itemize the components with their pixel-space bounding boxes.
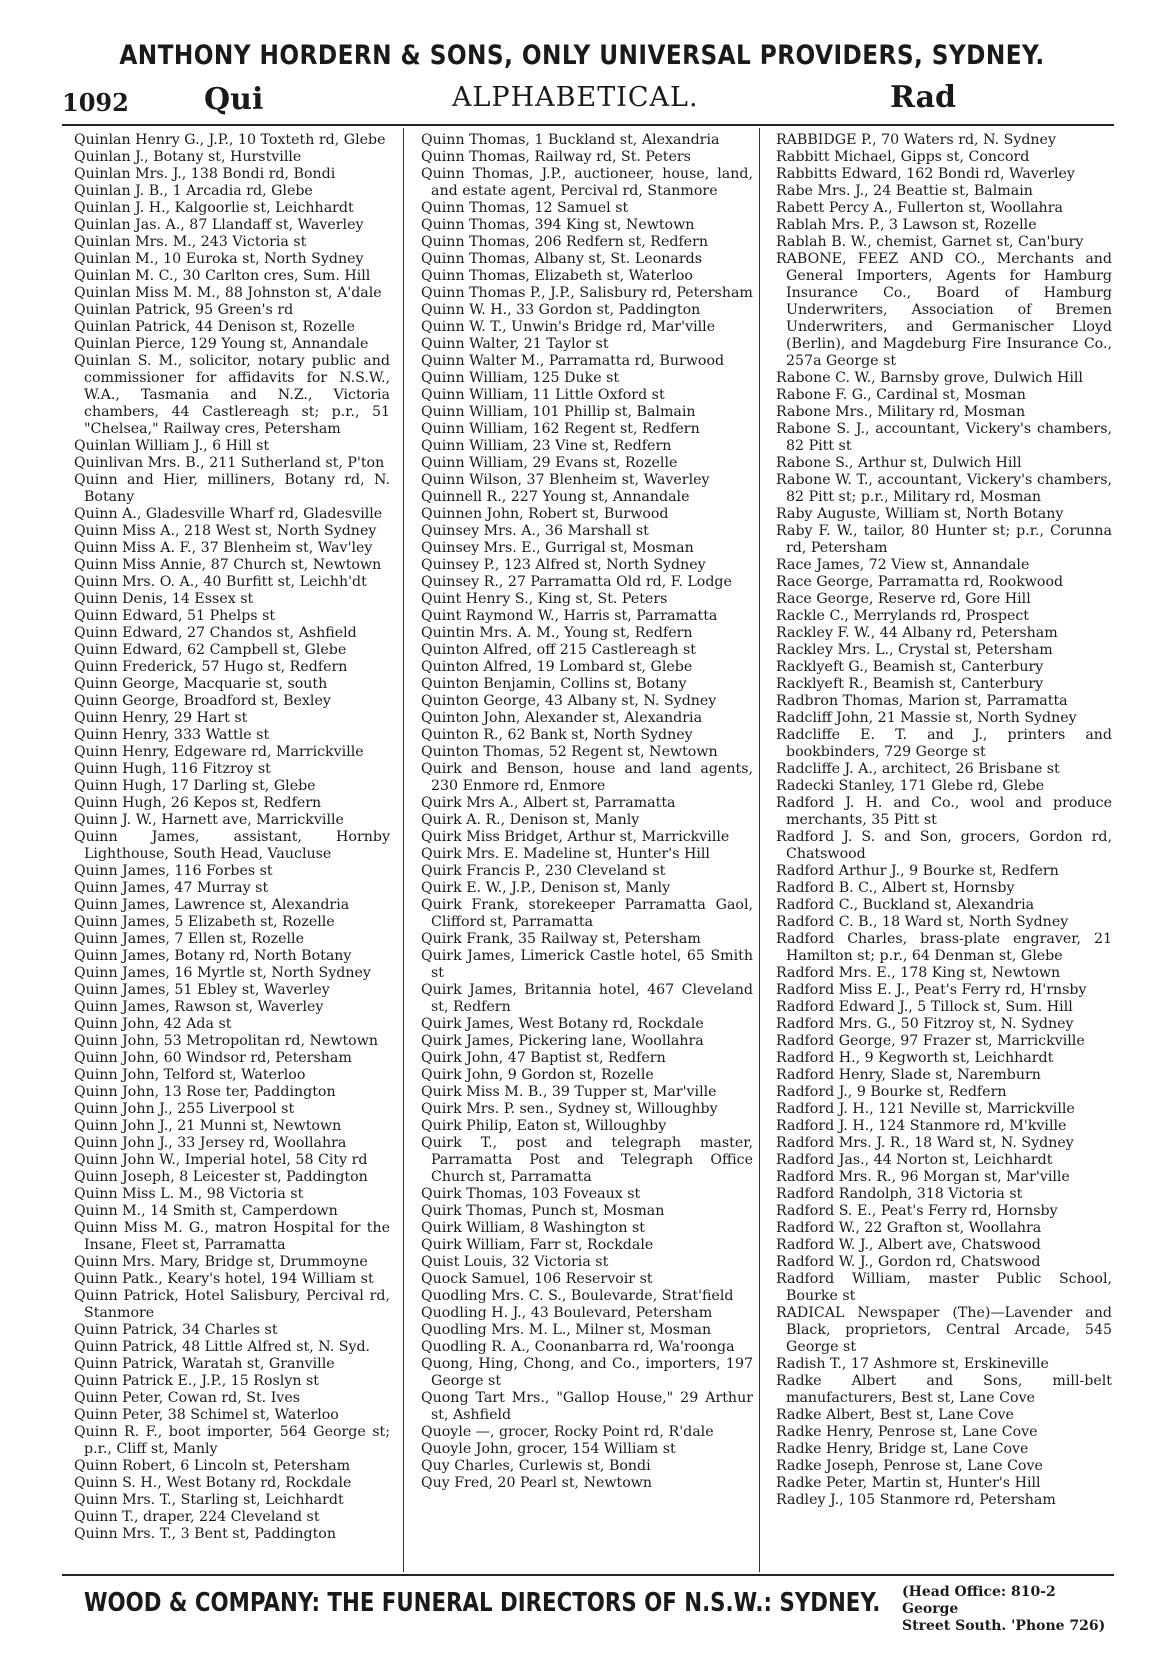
directory-entry: Quoyle John, grocer, 154 William st xyxy=(421,1441,676,1457)
directory-entry: Radford Jas., 44 Norton st, Leichhardt xyxy=(776,1152,1053,1168)
column-divider xyxy=(403,128,404,1572)
head-office-line: Street South. 'Phone 726) xyxy=(902,1618,1106,1634)
directory-entry: Quinsey Mrs. E., Gurrigal st, Mosman xyxy=(421,540,694,556)
directory-entry: Racklyeft R., Beamish st, Canterbury xyxy=(776,676,1044,692)
directory-entry: Radford Mrs. R., 96 Morgan st, Mar'ville xyxy=(776,1169,1070,1185)
directory-entry: Quinn Mrs. T., Starling st, Leichhardt xyxy=(74,1492,344,1508)
directory-entry: Radford Henry, Slade st, Naremburn xyxy=(776,1067,1041,1083)
directory-entry: Quirk Miss M. B., 39 Tupper st, Mar'ville xyxy=(421,1084,717,1100)
directory-entry: Quinn Denis, 14 Essex st xyxy=(74,591,254,607)
directory-entry: Quirk John, 47 Baptist st, Redfern xyxy=(421,1050,666,1066)
directory-entry: Quirk James, Limerick Castle hotel, 65 Smith st xyxy=(421,948,753,981)
directory-entry: Quinn Miss M. G., matron Hospital for the Insane, Fleet st, Parramatta xyxy=(74,1220,390,1253)
directory-entry: Quirk and Benson, house and land agents, 230 Enmore rd, Enmore xyxy=(421,761,753,794)
footer-advert: WOOD & COMPANY: THE FUNERAL DIRECTORS OF N.S.W.: SYDNEY. xyxy=(84,1588,881,1618)
directory-entry: Quirk T., post and telegraph master, Parramatta Post and Telegraph Office Church st, Parramatta xyxy=(421,1135,753,1185)
directory-entry: Race James, 72 View st, Annandale xyxy=(776,557,1030,573)
directory-entry: Quirk Francis P., 230 Cleveland st xyxy=(421,863,666,879)
directory-entry: Radford Miss E. J., Peat's Ferry rd, H'rnsby xyxy=(776,982,1087,998)
directory-entry: Quinn Peter, Cowan rd, St. Ives xyxy=(74,1390,301,1406)
directory-entry: Quinn Frederick, 57 Hugo st, Redfern xyxy=(74,659,348,675)
directory-entry: Racklyeft G., Beamish st, Canterbury xyxy=(776,659,1044,675)
directory-entry: Quinn Patrick E., J.P., 15 Roslyn st xyxy=(74,1373,319,1389)
directory-entry: Quong, Hing, Chong, and Co., importers, 197 George st xyxy=(421,1356,753,1389)
directory-entry: Radford C. B., 18 Ward st, North Sydney xyxy=(776,914,1069,930)
directory-entry: Radford J., 9 Bourke st, Redfern xyxy=(776,1084,1007,1100)
directory-entry: Quodling R. A., Coonanbarra rd, Wa'roonga xyxy=(421,1339,735,1355)
directory-column-2 xyxy=(411,132,753,1572)
directory-entry: Rablah Mrs. P., 3 Lawson st, Rozelle xyxy=(776,217,1037,233)
directory-entry: Radish T., 17 Ashmore st, Erskineville xyxy=(776,1356,1049,1372)
directory-entry: Quinn T., draper, 224 Cleveland st xyxy=(74,1509,320,1525)
directory-entry: Radecki Stanley, 171 Glebe rd, Glebe xyxy=(776,778,1045,794)
directory-entry: Quirk Frank, 35 Railway st, Petersham xyxy=(421,931,701,947)
directory-entry: Quinn Patrick, 34 Charles st xyxy=(74,1322,278,1338)
key-right: Rad xyxy=(890,80,957,115)
directory-entry: Rabe Mrs. J., 24 Beattie st, Balmain xyxy=(776,183,1033,199)
directory-entry: Quinn Thomas, 394 King st, Newtown xyxy=(421,217,695,233)
directory-entry: Radford S. E., Peat's Ferry rd, Hornsby xyxy=(776,1203,1058,1219)
directory-entry: Radford Mrs. G., 50 Fitzroy st, N. Sydney xyxy=(776,1016,1074,1032)
directory-entry: Quinn Patrick, Hotel Salisbury, Percival rd, Stanmore xyxy=(74,1288,390,1321)
directory-entry: Radford J. H., 124 Stanmore rd, M'kville xyxy=(776,1118,1067,1134)
directory-entry: Quinn Edward, 51 Phelps st xyxy=(74,608,276,624)
directory-entry: Quinn M., 14 Smith st, Camperdown xyxy=(74,1203,338,1219)
directory-entry: Quinn William, 11 Little Oxford st xyxy=(421,387,665,403)
directory-entry: Quinn Robert, 6 Lincoln st, Petersham xyxy=(74,1458,351,1474)
directory-entry: Quong Tart Mrs., "Gallop House," 29 Arthur st, Ashfield xyxy=(421,1390,753,1423)
directory-entry: Radford Charles, brass-plate engraver, 21 Hamilton st; p.r., 64 Denman st, Glebe xyxy=(776,931,1112,964)
directory-entry: Rackley Mrs. L., Crystal st, Petersham xyxy=(776,642,1053,658)
directory-entry: Quinnell R., 227 Young st, Annandale xyxy=(421,489,690,505)
directory-entry: Radford Arthur J., 9 Bourke st, Redfern xyxy=(776,863,1059,879)
directory-entry: Quinlan Mrs. J., 138 Bondi rd, Bondi xyxy=(74,166,336,182)
directory-entry: Radcliffe E. T. and J., printers and bookbinders, 729 George st xyxy=(776,727,1112,760)
directory-entry: Quinnen John, Robert st, Burwood xyxy=(421,506,669,522)
directory-entry: Radke Albert, Best st, Lane Cove xyxy=(776,1407,1014,1423)
directory-entry: Quinn Patrick, 48 Little Alfred st, N. Syd. xyxy=(74,1339,371,1355)
directory-entry: Rabett Percy A., Fullerton st, Woollahra xyxy=(776,200,1063,216)
directory-entry: Quinn Thomas, 1 Buckland st, Alexandria xyxy=(421,132,720,148)
directory-entry: Radford Randolph, 318 Victoria st xyxy=(776,1186,1023,1202)
directory-entry: Quinn William, 101 Phillip st, Balmain xyxy=(421,404,696,420)
directory-entry: Radford C., Buckland st, Alexandria xyxy=(776,897,1035,913)
directory-entry: Quinn Thomas P., J.P., Salisbury rd, Petersham xyxy=(421,285,753,301)
directory-entry: Radford J. S. and Son, grocers, Gordon rd, Chatswood xyxy=(776,829,1112,862)
directory-entry: Quinn Thomas, Albany st, St. Leonards xyxy=(421,251,702,267)
directory-entry: Quinlan J. H., Kalgoorlie st, Leichhardt xyxy=(74,200,354,216)
directory-entry: Quinsey P., 123 Alfred st, North Sydney xyxy=(421,557,706,573)
directory-entry: Radford H., 9 Kegworth st, Leichhardt xyxy=(776,1050,1054,1066)
directory-entry: Radke Albert and Sons, mill-belt manufacturers, Best st, Lane Cove xyxy=(776,1373,1112,1406)
directory-entry: Radcliff John, 21 Massie st, North Sydney xyxy=(776,710,1077,726)
directory-entry: Quinn George, Broadford st, Bexley xyxy=(74,693,331,709)
directory-entry: Radley J., 105 Stanmore rd, Petersham xyxy=(776,1492,1056,1508)
directory-entry: Quint Raymond W., Harris st, Parramatta xyxy=(421,608,718,624)
directory-entry: Radford Mrs. E., 178 King st, Newtown xyxy=(776,965,1061,981)
head-office-note xyxy=(902,1584,1112,1635)
directory-entry: Quinlan J., Botany st, Hurstville xyxy=(74,149,302,165)
directory-entry: Quinn Thomas, J.P., auctioneer, house, land, and estate agent, Percival rd, Stanmore xyxy=(421,166,753,199)
directory-entry: Quinlan J. B., 1 Arcadia rd, Glebe xyxy=(74,183,313,199)
directory-entry: Quinn William, 162 Regent st, Redfern xyxy=(421,421,700,437)
directory-entry: Quy Fred, 20 Pearl st, Newtown xyxy=(421,1475,653,1491)
directory-entry: Radke Henry, Penrose st, Lane Cove xyxy=(776,1424,1038,1440)
directory-entry: Quinlan Miss M. M., 88 Johnston st, A'dale xyxy=(74,285,382,301)
directory-entry: Quinton Alfred, off 215 Castlereagh st xyxy=(421,642,696,658)
directory-entry: Quirk Miss Bridget, Arthur st, Marrickville xyxy=(421,829,730,845)
directory-entry: Quirk John, 9 Gordon st, Rozelle xyxy=(421,1067,654,1083)
directory-entry: Quint Henry S., King st, St. Peters xyxy=(421,591,668,607)
directory-entry: Quinn William, 125 Duke st xyxy=(421,370,620,386)
directory-entry: Quinton John, Alexander st, Alexandria xyxy=(421,710,703,726)
directory-entry: Race George, Reserve rd, Gore Hill xyxy=(776,591,1031,607)
directory-entry: Radbron Thomas, Marion st, Parramatta xyxy=(776,693,1068,709)
directory-entry: Quirk Mrs. E. Madeline st, Hunter's Hill xyxy=(421,846,710,862)
directory-entry: Quinn Henry, Edgeware rd, Marrickville xyxy=(74,744,364,760)
directory-entry: Quinn John J., 21 Munni st, Newtown xyxy=(74,1118,342,1134)
directory-entry: Radke Joseph, Penrose st, Lane Cove xyxy=(776,1458,1043,1474)
directory-entry: Quinton Alfred, 19 Lombard st, Glebe xyxy=(421,659,693,675)
directory-entry: RABBIDGE P., 70 Waters rd, N. Sydney xyxy=(776,132,1056,148)
directory-entry: Quinn Patrick, Waratah st, Granville xyxy=(74,1356,335,1372)
directory-entry: Quirk A. R., Denison st, Manly xyxy=(421,812,640,828)
directory-entry: Quinlan William J., 6 Hill st xyxy=(74,438,270,454)
directory-entry: Quirk Philip, Eaton st, Willoughby xyxy=(421,1118,667,1134)
directory-entry: Quinn Peter, 38 Schimel st, Waterloo xyxy=(74,1407,339,1423)
directory-entry: Rabone Mrs., Military rd, Mosman xyxy=(776,404,1026,420)
directory-entry: Quirk William, 8 Washington st xyxy=(421,1220,645,1236)
directory-entry: Quodling Mrs. C. S., Boulevarde, Strat'field xyxy=(421,1288,734,1304)
directory-entry: Quinn Hugh, 116 Fitzroy st xyxy=(74,761,271,777)
directory-entry: Quinn Thomas, Elizabeth st, Waterloo xyxy=(421,268,693,284)
directory-entry: Radford W. J., Gordon rd, Chatswood xyxy=(776,1254,1041,1270)
directory-entry: Quinn Hugh, 17 Darling st, Glebe xyxy=(74,778,316,794)
directory-entry: Raby Auguste, William st, North Botany xyxy=(776,506,1064,522)
directory-entry: Quy Charles, Curlewis st, Bondi xyxy=(421,1458,651,1474)
directory-entry: Raby F. W., tailor, 80 Hunter st; p.r., Corunna rd, Petersham xyxy=(776,523,1112,556)
directory-entry: Quinsey Mrs. A., 36 Marshall st xyxy=(421,523,649,539)
directory-entry: Radford J. H., 121 Neville st, Marrickville xyxy=(776,1101,1075,1117)
directory-entry: Quinn Thomas, 206 Redfern st, Redfern xyxy=(421,234,708,250)
directory-entry: Radford B. C., Albert st, Hornsby xyxy=(776,880,1015,896)
directory-entry: Radke Peter, Martin st, Hunter's Hill xyxy=(776,1475,1041,1491)
page-banner: ANTHONY HORDERN & SONS, ONLY UNIVERSAL PROVIDERS, SYDNEY. xyxy=(119,40,1045,71)
directory-entry: Quinn S. H., West Botany rd, Rockdale xyxy=(74,1475,352,1491)
directory-entry: Quinn George, Macquarie st, south xyxy=(74,676,328,692)
directory-entry: Quinlan Pierce, 129 Young st, Annandale xyxy=(74,336,369,352)
directory-entry: Radford W. J., Albert ave, Chatswood xyxy=(776,1237,1041,1253)
directory-entry: Quinn Miss Annie, 87 Church st, Newtown xyxy=(74,557,382,573)
directory-entry: Quinn William, 23 Vine st, Redfern xyxy=(421,438,672,454)
directory-entry: Quirk James, Pickering lane, Woollahra xyxy=(421,1033,704,1049)
directory-entry: Rabone W. T., accountant, Vickery's chambers, 82 Pitt st; p.r., Military rd, Mosman xyxy=(776,472,1112,505)
directory-entry: Quirk Frank, storekeeper Parramatta Gaol, Clifford st, Parramatta xyxy=(421,897,753,930)
directory-entry: Radford Mrs. J. R., 18 Ward st, N. Sydney xyxy=(776,1135,1074,1151)
directory-entry: Radford George, 97 Frazer st, Marrickville xyxy=(776,1033,1085,1049)
directory-entry: Quinn John J., 33 Jersey rd, Woollahra xyxy=(74,1135,347,1151)
directory-entry: Quinn James, 51 Ebley st, Waverley xyxy=(74,982,330,998)
directory-entry: Quinn Walter, 21 Taylor st xyxy=(421,336,609,352)
head-office-line: (Head Office: 810-2 George xyxy=(902,1584,1056,1617)
directory-entry: Quinn John W., Imperial hotel, 58 City rd xyxy=(74,1152,368,1168)
directory-entry: Quoyle —, grocer, Rocky Point rd, R'dale xyxy=(421,1424,714,1440)
header-rule xyxy=(62,124,1114,126)
directory-entry: Quirk Mrs A., Albert st, Parramatta xyxy=(421,795,676,811)
directory-entry: Rabone S., Arthur st, Dulwich Hill xyxy=(776,455,1022,471)
directory-entry: Quinn Mrs. T., 3 Bent st, Paddington xyxy=(74,1526,336,1542)
directory-entry: Quinn Miss L. M., 98 Victoria st xyxy=(74,1186,304,1202)
directory-entry: Quinton Thomas, 52 Regent st, Newtown xyxy=(421,744,718,760)
directory-entry: Radcliffe J. A., architect, 26 Brisbane st xyxy=(776,761,1060,777)
directory-entry: Quinlan Patrick, 95 Green's rd xyxy=(74,302,294,318)
directory-entry: Quinlan Mrs. M., 243 Victoria st xyxy=(74,234,307,250)
directory-entry: Quinn John, Telford st, Waterloo xyxy=(74,1067,306,1083)
directory-entry: Quinlan M., 10 Euroka st, North Sydney xyxy=(74,251,364,267)
directory-entry: Quock Samuel, 106 Reservoir st xyxy=(421,1271,653,1287)
directory-entry: Quinn James, 5 Elizabeth st, Rozelle xyxy=(74,914,335,930)
directory-entry: Radford W., 22 Grafton st, Woollahra xyxy=(776,1220,1042,1236)
directory-entry: Radke Henry, Bridge st, Lane Cove xyxy=(776,1441,1029,1457)
directory-entry: Quinn Henry, 29 Hart st xyxy=(74,710,248,726)
directory-entry: Quinn Thomas, Railway rd, St. Peters xyxy=(421,149,691,165)
directory-entry: Quinn R. F., boot importer, 564 George st; p.r., Cliff st, Manly xyxy=(74,1424,390,1457)
directory-entry: Quinn Mrs. Mary, Bridge st, Drummoyne xyxy=(74,1254,368,1270)
directory-entry: Quinn John, 13 Rose ter, Paddington xyxy=(74,1084,336,1100)
directory-entry: Quinn J. W., Harnett ave, Marrickville xyxy=(74,812,344,828)
directory-entry: Quinn W. H., 33 Gordon st, Paddington xyxy=(421,302,701,318)
directory-entry: Quinlan S. M., solicitor, notary public and commissioner for affidavits for N.S.W., W.A., Tasmania and N.Z., Victoria chambers, 44 Castlereagh st; p.r., 51 "Chelsea," Railway cres, Petersham xyxy=(74,353,390,437)
directory-entry: Quinn James, 47 Murray st xyxy=(74,880,269,896)
directory-entry: Quirk Thomas, 103 Foveaux st xyxy=(421,1186,641,1202)
directory-entry: Rabbitt Michael, Gipps st, Concord xyxy=(776,149,1030,165)
directory-entry: Quinn James, 7 Ellen st, Rozelle xyxy=(74,931,304,947)
directory-entry: Quinn James, Lawrence st, Alexandria xyxy=(74,897,350,913)
directory-entry: Quinn Thomas, 12 Samuel st xyxy=(421,200,629,216)
directory-entry: Rabone S. J., accountant, Vickery's chambers, 82 Pitt st xyxy=(776,421,1112,454)
directory-entry: Quinn James, 116 Forbes st xyxy=(74,863,273,879)
directory-entry: Quinlivan Mrs. B., 211 Sutherland st, P'ton xyxy=(74,455,385,471)
directory-entry: Quinn Hugh, 26 Kepos st, Redfern xyxy=(74,795,322,811)
directory-entry: Quinn James, Rawson st, Waverley xyxy=(74,999,324,1015)
directory-entry: Race George, Parramatta rd, Rookwood xyxy=(776,574,1064,590)
directory-entry: Quodling Mrs. M. L., Milner st, Mosman xyxy=(421,1322,712,1338)
directory-entry: Quirk E. W., J.P., Denison st, Manly xyxy=(421,880,671,896)
directory-entry: Quinton R., 62 Bank st, North Sydney xyxy=(421,727,693,743)
directory-entry: Quodling H. J., 43 Boulevard, Petersham xyxy=(421,1305,713,1321)
directory-entry: Quinn Edward, 62 Campbell st, Glebe xyxy=(74,642,347,658)
directory-entry: Quinn James, Botany rd, North Botany xyxy=(74,948,352,964)
directory-entry: Quirk James, West Botany rd, Rockdale xyxy=(421,1016,704,1032)
page-header xyxy=(62,80,1114,120)
directory-entry: Quinn Henry, 333 Wattle st xyxy=(74,727,270,743)
directory-entry: Quinton George, 43 Albany st, N. Sydney xyxy=(421,693,717,709)
directory-entry: Rackle C., Merrylands rd, Prospect xyxy=(776,608,1029,624)
directory-entry: RABONE, FEEZ AND CO., Merchants and General Importers, Agents for Hamburg Insurance Co., Board of Hamburg Underwriters, Association of Bremen Underwriters, and Germanischer Lloyd (Berlin), and Magdeburg Fire Insurance Co., 257a George st xyxy=(776,251,1112,369)
directory-entry: Quinn John, 53 Metropolitan rd, Newtown xyxy=(74,1033,378,1049)
directory-entry: Quinlan Jas. A., 87 Llandaff st, Waverley xyxy=(74,217,364,233)
directory-entry: Radford Edward J., 5 Tillock st, Sum. Hill xyxy=(776,999,1073,1015)
directory-entry: Quinn John, 60 Windsor rd, Petersham xyxy=(74,1050,352,1066)
directory-entry: Quinsey R., 27 Parramatta Old rd, F. Lodge xyxy=(421,574,732,590)
directory-entry: Quinn John J., 255 Liverpool st xyxy=(74,1101,295,1117)
key-left: Qui xyxy=(204,82,264,117)
directory-column-1 xyxy=(64,132,390,1572)
directory-entry: Quirk Mrs. P. sen., Sydney st, Willoughby xyxy=(421,1101,718,1117)
directory-entry: Quinn and Hier, milliners, Botany rd, N. Botany xyxy=(74,472,390,505)
directory-entry: Quinn Mrs. O. A., 40 Burfitt st, Leichh'dt xyxy=(74,574,367,590)
directory-entry: Quinn Walter M., Parramatta rd, Burwood xyxy=(421,353,725,369)
directory-entry: Quinlan M. C., 30 Carlton cres, Sum. Hill xyxy=(74,268,371,284)
directory-entry: Rackley F. W., 44 Albany rd, Petersham xyxy=(776,625,1058,641)
directory-entry: Radford William, master Public School, Bourke st xyxy=(776,1271,1112,1304)
directory-entry: Quinn John, 42 Ada st xyxy=(74,1016,232,1032)
directory-entry: Quirk William, Farr st, Rockdale xyxy=(421,1237,654,1253)
page-footer xyxy=(62,1582,1114,1632)
directory-entry: Quinn W. T., Unwin's Bridge rd, Mar'ville xyxy=(421,319,716,335)
directory-entry: Quirk Thomas, Punch st, Mosman xyxy=(421,1203,665,1219)
directory-entry: Rablah B. W., chemist, Garnet st, Can'bury xyxy=(776,234,1084,250)
directory-entry: Quinn James, assistant, Hornby Lighthouse, South Head, Vaucluse xyxy=(74,829,390,862)
section-title: ALPHABETICAL. xyxy=(452,82,699,113)
directory-entry: Quinn Edward, 27 Chandos st, Ashfield xyxy=(74,625,357,641)
page-number: 1092 xyxy=(62,88,129,117)
directory-entry: Radford J. H. and Co., wool and produce merchants, 35 Pitt st xyxy=(776,795,1112,828)
directory-entry: Quirk James, Britannia hotel, 467 Cleveland st, Redfern xyxy=(421,982,753,1015)
directory-entry: Quinn Miss A., 218 West st, North Sydney xyxy=(74,523,377,539)
directory-entry: Quinn Patk., Keary's hotel, 194 William st xyxy=(74,1271,374,1287)
directory-entry: Quinn Miss A. F., 37 Blenheim st, Wav'ley xyxy=(74,540,373,556)
directory-entry: Quinn Wilson, 37 Blenheim st, Waverley xyxy=(421,472,710,488)
column-divider xyxy=(759,128,760,1572)
directory-entry: Quinn James, 16 Myrtle st, North Sydney xyxy=(74,965,371,981)
directory-entry: Quintin Mrs. A. M., Young st, Redfern xyxy=(421,625,693,641)
directory-entry: Quinn Joseph, 8 Leicester st, Paddington xyxy=(74,1169,368,1185)
footer-rule xyxy=(62,1574,1114,1576)
directory-entry: Quist Louis, 32 Victoria st xyxy=(421,1254,609,1270)
directory-entry: Quinn William, 29 Evans st, Rozelle xyxy=(421,455,678,471)
directory-entry: Quinton Benjamin, Collins st, Botany xyxy=(421,676,687,692)
directory-entry: Rabbitts Edward, 162 Bondi rd, Waverley xyxy=(776,166,1075,182)
directory-entry: Rabone F. G., Cardinal st, Mosman xyxy=(776,387,1026,403)
directory-entry: Quinn A., Gladesville Wharf rd, Gladesville xyxy=(74,506,383,522)
directory-entry: Quinlan Patrick, 44 Denison st, Rozelle xyxy=(74,319,356,335)
directory-entry: RADICAL Newspaper (The)—Lavender and Black, proprietors, Central Arcade, 545 George st xyxy=(776,1305,1112,1355)
directory-column-3 xyxy=(766,132,1112,1572)
directory-entry: Rabone C. W., Barnsby grove, Dulwich Hill xyxy=(776,370,1083,386)
directory-entry: Quinlan Henry G., J.P., 10 Toxteth rd, Glebe xyxy=(74,132,386,148)
